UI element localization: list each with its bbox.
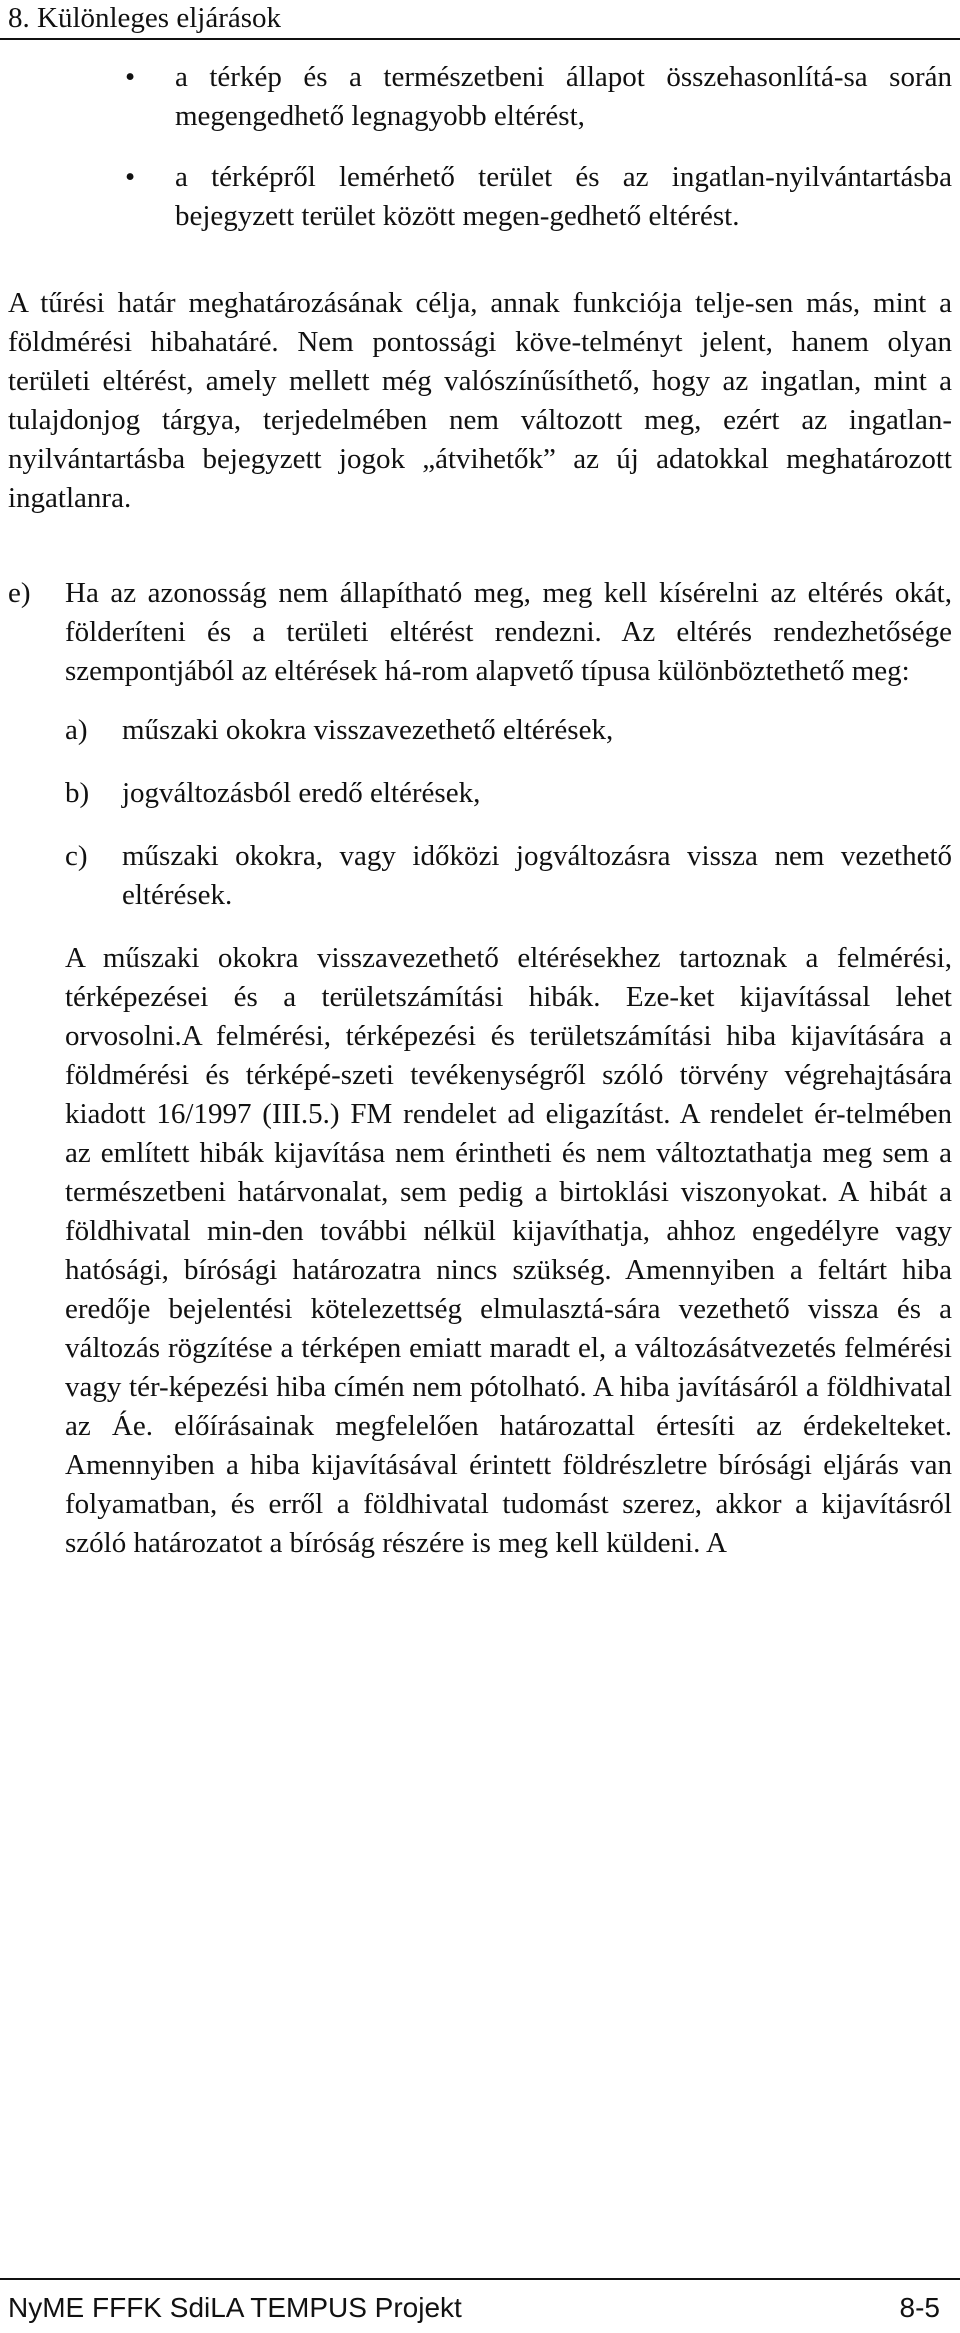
page-content [8,58,952,1563]
bullet-text: a térképről lemérhető terület és az ingatlan-nyilvántartásba bejegyzett terület között megen-gedhető eltérést. [175,161,952,232]
chapter-title: 8. Különleges eljárások [8,2,282,34]
item-e-text: Ha az azonosság nem állapítható meg, meg kell kísérelni az eltérés okát, földeríteni és a területi eltérést rendezni. Az eltérés rendezhetősége szempontjából az eltérések há-rom alapvető típusa különböztethető meg: [65,577,952,687]
page-header [0,0,960,40]
bullet-item [8,58,952,136]
bullet-list [8,58,952,236]
subitem-marker: c) [65,840,88,872]
paragraph-technical-errors: A műszaki okokra visszavezethető eltérésekhez tartoznak a felmérési, térképezései és a területszámítási hibák. Eze-ket kijavítással lehet orvosolni.A felmérési, térképezési és területszámítási hiba kijavítására a földmérési és térképé-szeti tevékenységről szóló törvény végrehajtására kiadott 16/1997 (III.5.) FM rendelet ad eligazítást. A rendelet ér-telmében az említett hibák kijavítása nem érintheti és nem változtathatja meg sem a természetbeni határvonalat, sem pedig a birtoklási viszonyokat. A hibát a földhivatal min-den további nélkül kijavíthatja, ahhoz engedélyre vagy hatósági, bírósági határozatra nincs szükség. Amennyiben a feltárt hiba eredője bejelentési kötelezettség elmulasztá-sára vezethető vissza és a változás rögzítése a térképen emiatt maradt el, a változásátvezetés felmérési vagy tér-képezési hiba címén nem pótolható. A hiba javításáról a földhivatal az Áe. előírásainak megfelelően határozattal értesíti az érdekelteket. Amennyiben a hiba kijavításával érintett földrészletre bírósági eljárás van folyamatban, és erről a földhivatal tudomást szerez, akkor a kijavításról szóló határozatot a bíróság részére is meg kell küldeni. A [65,942,952,1559]
bullet-text: a térkép és a természetbeni állapot összehasonlítá-sa során megengedhető legnagyobb eltérést, [175,61,952,132]
bullet-icon: • [125,61,136,93]
paragraph-tolerance: A tűrési határ meghatározásának célja, annak funkciója telje-sen más, mint a földmérési hibahatáré. Nem pontossági köve-telményt jelent, hanem olyan területi eltérést, amely mellett még valószínűsíthető, hogy az ingatlan, mint a tulajdonjog tárgya, terjedelmében nem változott meg, ezért az ingatlan-nyilvántartásba bejegyzett jogok „átvihetők” az új adatokkal meghatározott ingatlanra. [8,287,952,514]
page-footer [0,2278,960,2333]
subitem-marker: a) [65,714,88,746]
subitem-a [65,711,952,750]
subitem-list [65,711,952,915]
subitem-text: jogváltozásból eredő eltérések, [122,777,481,809]
subitem-text: műszaki okokra, vagy időközi jogváltozásra vissza nem vezethető eltérések. [122,840,952,911]
footer-project: NyME FFFK SdiLA TEMPUS Projekt [8,2292,462,2323]
subitem-text: műszaki okokra visszavezethető eltérések, [122,714,614,746]
page-number: 8-5 [899,2292,940,2323]
bullet-item [8,158,952,236]
bullet-icon: • [125,161,136,193]
subitem-c [65,837,952,915]
item-e-marker: e) [8,577,31,609]
item-e [8,574,952,1563]
subitem-b [65,774,952,813]
subitem-marker: b) [65,777,90,809]
